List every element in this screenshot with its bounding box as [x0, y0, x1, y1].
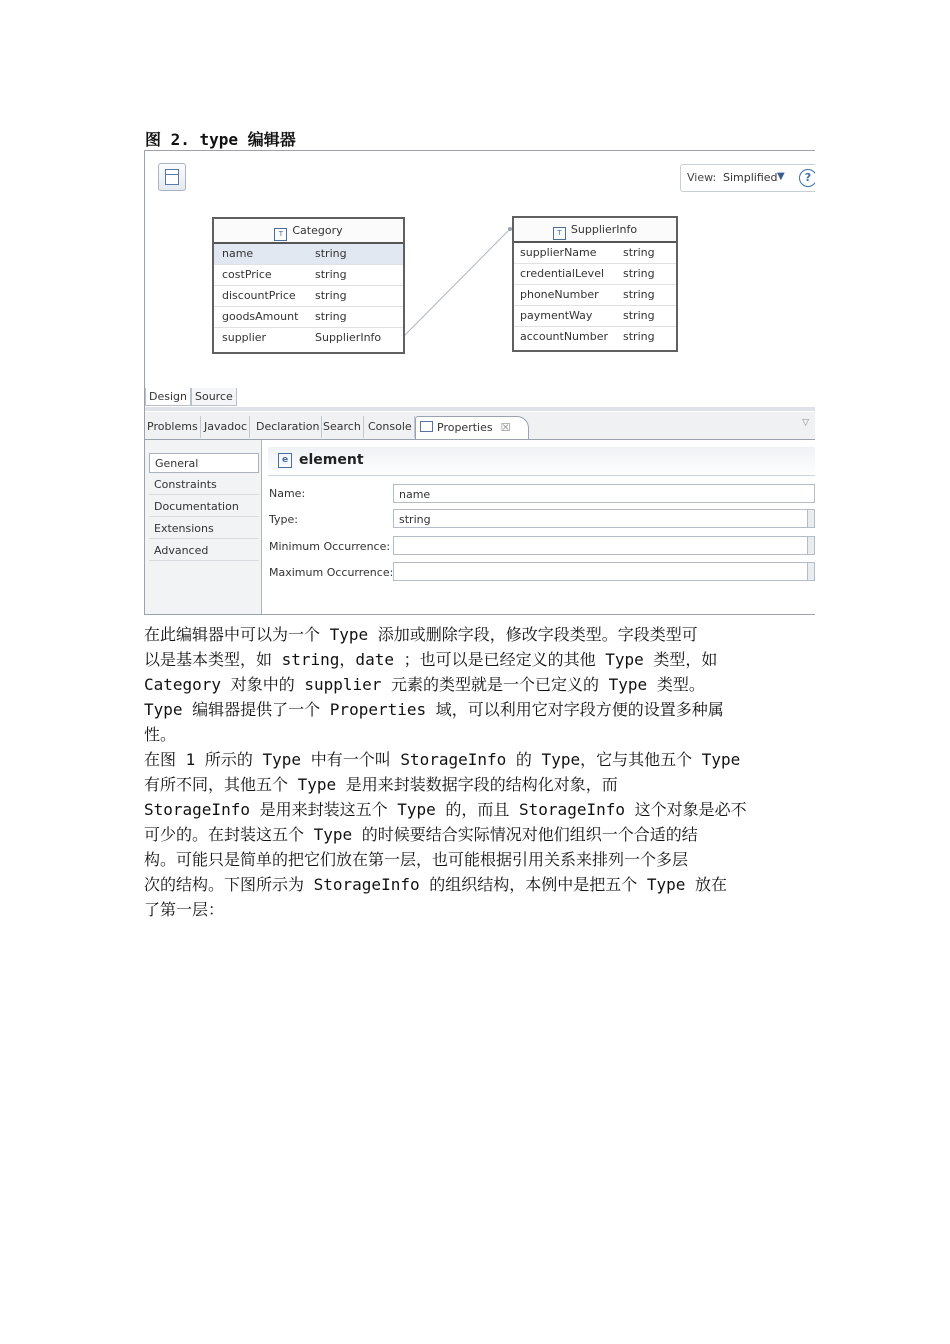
figure-caption: 图 2. type 编辑器 [145, 130, 296, 149]
table-row[interactable] [214, 286, 403, 307]
type-select[interactable] [393, 509, 815, 528]
view-value: Simplified [723, 171, 778, 184]
tab-problems[interactable]: Problems [145, 416, 201, 438]
field-name: credentialLevel [520, 267, 605, 280]
min-occurrence-label: Minimum Occurrence: [269, 540, 391, 553]
category-type-title [214, 219, 403, 244]
tab-properties[interactable] [415, 416, 529, 439]
type-label: Type: [269, 513, 298, 526]
table-row[interactable] [514, 306, 676, 327]
supplierinfo-title-text: SupplierInfo [570, 223, 638, 236]
table-row[interactable] [514, 285, 676, 306]
tab-search[interactable]: Search [321, 416, 364, 438]
type-editor-screenshot [144, 150, 815, 615]
view-tab-bar [145, 412, 815, 440]
max-occurrence-select[interactable] [393, 562, 815, 581]
body-line: 有所不同，其他五个 Type 是用来封装数据字段的结构化对象，而 [144, 775, 618, 794]
table-row[interactable] [514, 264, 676, 285]
chevron-down-icon[interactable] [807, 510, 814, 527]
field-type: string [623, 246, 655, 259]
view-menu-icon[interactable]: ▽ [802, 418, 809, 428]
field-type: string [315, 310, 347, 323]
nav-general[interactable]: General [149, 453, 259, 473]
type-icon: T [553, 227, 566, 240]
field-type: string [623, 288, 655, 301]
properties-nav [145, 440, 262, 614]
body-line: 在此编辑器中可以为一个 Type 添加或删除字段，修改字段类型。字段类型可 [144, 625, 698, 644]
field-type: string [315, 268, 347, 281]
element-icon: e [278, 453, 292, 468]
field-name: discountPrice [222, 289, 296, 302]
field-type: string [315, 289, 347, 302]
properties-icon [420, 421, 433, 432]
field-name: supplier [222, 331, 267, 344]
body-line: 性。 [144, 725, 177, 744]
body-line: 次的结构。下图所示为 StorageInfo 的组织结构，本例中是把五个 Type 放在 [144, 875, 728, 894]
properties-header [268, 447, 815, 476]
field-type: string [623, 267, 655, 280]
name-label: Name: [269, 487, 306, 500]
field-type: string [623, 309, 655, 322]
category-title-text: Category [292, 224, 343, 237]
field-type: string [623, 330, 655, 343]
table-row[interactable] [214, 328, 403, 348]
chevron-down-icon[interactable]: ▼ [777, 171, 785, 182]
body-line: 构。可能只是简单的把它们放在第一层，也可能根据引用关系来排列一个多层 [144, 850, 689, 869]
reference-line [403, 229, 510, 337]
nav-constraints[interactable]: Constraints [149, 475, 259, 495]
field-type: string [315, 247, 347, 260]
min-occurrence-select[interactable] [393, 536, 815, 555]
tab-source[interactable]: Source [191, 388, 237, 406]
body-line: StorageInfo 是用来封装这五个 Type 的，而且 StorageInfo 这个对象是必不 [144, 800, 747, 819]
table-row[interactable] [214, 244, 403, 265]
name-field[interactable]: name [393, 484, 815, 503]
supplierinfo-type-box[interactable] [512, 216, 678, 352]
type-value: string [399, 513, 431, 526]
field-name: costPrice [222, 268, 272, 281]
tab-properties-label: Properties [437, 421, 493, 434]
field-name: phoneNumber [520, 288, 599, 301]
nav-extensions[interactable]: Extensions [149, 519, 259, 539]
view-label: View: [687, 171, 717, 184]
field-name: paymentWay [520, 309, 593, 322]
tab-declaration[interactable]: Declaration [254, 416, 322, 438]
type-icon: T [274, 228, 287, 241]
body-line: 可少的。在封装这五个 Type 的时候要结合实际情况对他们组织一个合适的结 [144, 825, 698, 844]
tab-design[interactable]: Design [145, 388, 191, 406]
field-name: goodsAmount [222, 310, 299, 323]
body-line: 在图 1 所示的 Type 中有一个叫 StorageInfo 的 Type，它与其他五个 Type [144, 750, 741, 769]
field-type: SupplierInfo [315, 331, 382, 344]
help-icon[interactable]: ? [799, 169, 815, 187]
close-icon[interactable]: ☒ [500, 421, 511, 434]
body-line: Type 编辑器提供了一个 Properties 域，可以利用它对字段方便的设置多种属 [144, 700, 724, 719]
tab-console[interactable]: Console [366, 416, 415, 438]
element-title: element [299, 452, 364, 468]
table-row[interactable] [214, 265, 403, 286]
body-line: Category 对象中的 supplier 元素的类型就是一个已定义的 Type 类型。 [144, 675, 705, 694]
tab-javadoc[interactable]: Javadoc [202, 416, 250, 438]
category-type-box[interactable] [212, 217, 405, 354]
body-line: 以是基本类型，如 string，date ；也可以是已经定义的其他 Type 类型，如 [144, 650, 718, 669]
chevron-down-icon[interactable] [807, 537, 814, 554]
max-occurrence-label: Maximum Occurrence: [269, 566, 394, 579]
table-row[interactable] [514, 243, 676, 264]
field-name: accountNumber [520, 330, 609, 343]
sash-divider[interactable] [145, 407, 815, 411]
nav-documentation[interactable]: Documentation [149, 497, 259, 517]
supplierinfo-type-title [514, 218, 676, 243]
field-name: name [222, 247, 254, 260]
body-line: 了第一层： [144, 900, 225, 919]
editor-mode-tabs [145, 388, 237, 406]
chevron-down-icon[interactable] [807, 563, 814, 580]
field-name: supplierName [520, 246, 597, 259]
nav-advanced[interactable]: Advanced [149, 541, 259, 561]
table-row[interactable] [514, 327, 676, 347]
table-row[interactable] [214, 307, 403, 328]
